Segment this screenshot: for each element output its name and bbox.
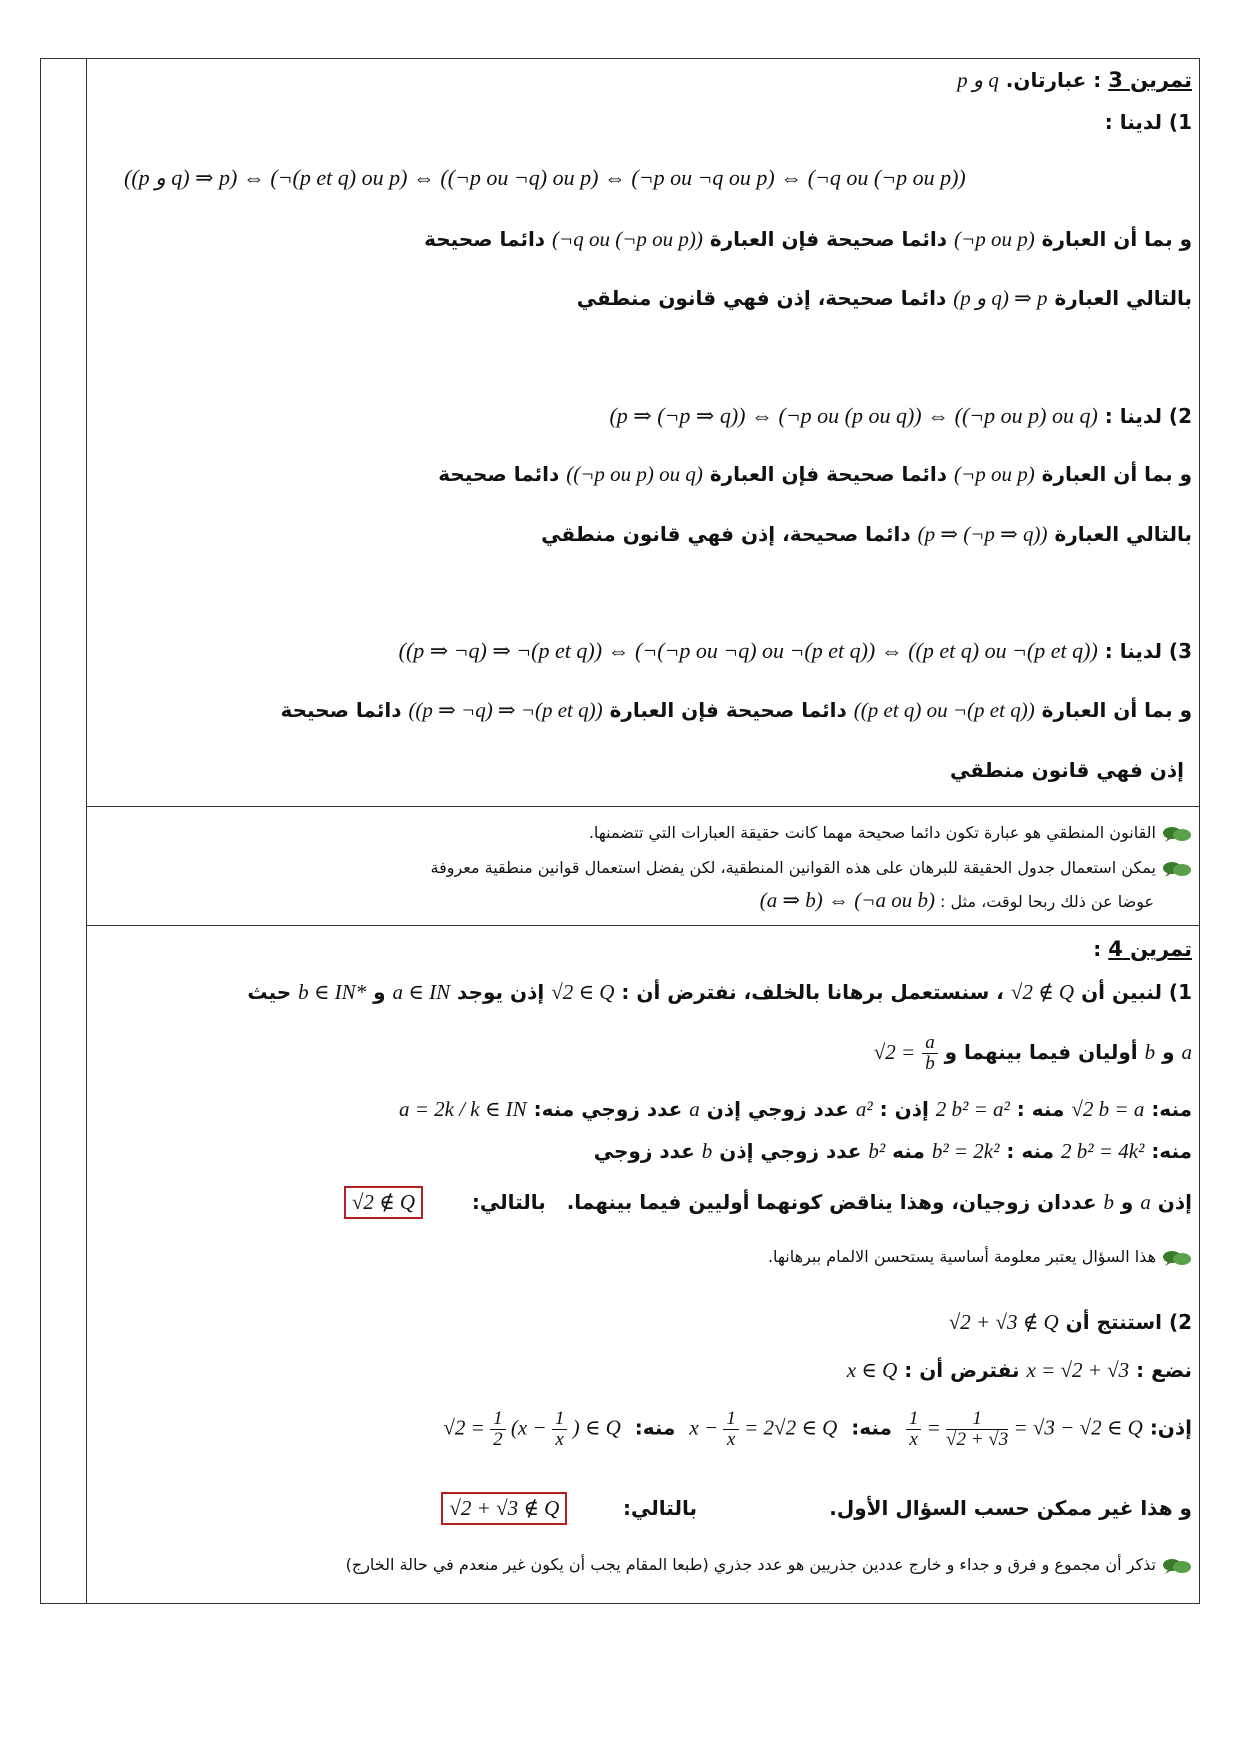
note-logical-law: القانون المنطقي هو عبارة تكون دائما صحيحة مهما كانت حقيقة العبارات التي تتضمنها. <box>96 823 1192 843</box>
ex4-q1-line1: 1) لنبين أن √2 ∉ Q ، سنستعمل برهانا بالخلف، نفترض أن : √2 ∈ Q إذن يوجد a ∈ IN و b ∈ IN* حيث <box>247 980 1192 1004</box>
margin-line <box>86 58 87 1604</box>
ex4-q2-line4: و هذا غير ممكن حسب السؤال الأول. بالتالي: √2 + √3 ∉ Q <box>441 1492 1192 1525</box>
ex3-p3-line2: و بما أن العبارة ((p et q) ou ¬(p et q)) دائما صحيحة فإن العبارة ((p ⇒ ¬q) ⇒ ¬(p et q)) دائما صحيحة <box>280 698 1192 722</box>
ex4-q1-line5: إذن a و b عددان زوجيان، وهذا يناقض كونهما أوليين فيما بينهما. بالتالي: √2 ∉ Q <box>344 1186 1192 1219</box>
ex3-p1-line2: و بما أن العبارة (¬p ou p) دائما صحيحة فإن العبارة (¬q ou (¬p ou p)) دائما صحيحة <box>424 227 1192 251</box>
ex4-q2-result-box: √2 + √3 ∉ Q <box>441 1492 567 1525</box>
ex3-intro-math: p و q <box>957 68 999 92</box>
note-truth-table-cont: عوضا عن ذلك ربحا لوقت، مثل : (a ⇒ b) ⇔ (¬a ou b) <box>759 888 1154 912</box>
divider-notes1 <box>87 806 1200 807</box>
speech-bubble-icon <box>1162 1249 1192 1267</box>
ex4-q1-line3: منه: √2 b = a منه : 2 b² = a² إذن : a² عدد زوجي إذن a عدد زوجي منه: a = 2k / k ∈ IN <box>398 1097 1192 1121</box>
speech-bubble-icon <box>1162 1557 1192 1575</box>
ex3-intro-text: : عبارتان. <box>1005 68 1109 92</box>
ex4-q1-result-box: √2 ∉ Q <box>344 1186 423 1219</box>
ex4-q2-line3: إذن: $\frac{1}{x}$ = $\frac{1}{√2 + √3}$ = √3 − √2 ∈ Q منه: x − $\frac{1}{x}$ = 2√2 ∈ Q منه: √2 = $\frac{1}{2}$ (x − $\frac{1}{x}$ ) ∈ Q <box>443 1408 1192 1450</box>
note-q1-important: هذا السؤال يعتبر معلومة أساسية يستحسن الالمام ببرهانها. <box>96 1247 1192 1267</box>
speech-bubble-icon <box>1162 825 1192 843</box>
ex3-title: تمرين 3 <box>1108 68 1192 92</box>
ex3-p1-equation: ((p و q) ⇒ p) ⇔ (¬(p et q) ou p) ⇔ ((¬p ou ¬q) ou p) ⇔ (¬p ou ¬q ou p) ⇔ (¬q ou (¬p ou p)) <box>124 165 966 190</box>
ex3-heading <box>957 68 1192 93</box>
ex4-q1-line2: a و b أوليان فيما بينهما و √2 = $\frac{a}{b}$ <box>873 1032 1192 1074</box>
ex3-p2-line1: 2) لدينا : (p ⇒ (¬p ⇒ q)) ⇔ (¬p ou (p ou q)) ⇔ ((¬p ou p) ou q) <box>609 403 1192 428</box>
ex3-p3-line3: إذن فهي قانون منطقي <box>950 758 1184 782</box>
ex3-p2-line3: بالتالي العبارة (p ⇒ (¬p ⇒ q)) دائما صحيحة، إذن فهي قانون منطقي <box>541 522 1192 546</box>
ex3-p1-line3: بالتالي العبارة (p و q) ⇒ p دائما صحيحة، إذن فهي قانون منطقي <box>576 286 1192 310</box>
speech-bubble-icon <box>1162 860 1192 878</box>
ex4-q1-line4: منه: 2 b² = 4k² منه : b² = 2k² منه b² عدد زوجي إذن b عدد زوجي <box>593 1139 1192 1163</box>
ex3-p1-label: 1) لدينا : <box>1104 110 1192 134</box>
ex4-q2-line2: نضع : x = √2 + √3 نفترض أن : x ∈ Q <box>846 1358 1192 1382</box>
divider-ex4 <box>87 925 1200 926</box>
note-truth-table: يمكن استعمال جدول الحقيقة للبرهان على هذه القوانين المنطقية، لكن يفضل استعمال قوانين منطقية معروفة <box>96 858 1192 878</box>
ex3-p3-line1: 3) لدينا : ((p ⇒ ¬q) ⇒ ¬(p et q)) ⇔ (¬(¬p ou ¬q) ou ¬(p et q)) ⇔ ((p et q) ou ¬(p et q)) <box>398 638 1192 663</box>
ex4-title: تمرين 4 <box>1108 937 1192 961</box>
ex3-p2-line2: و بما أن العبارة (¬p ou p) دائما صحيحة فإن العبارة ((¬p ou p) ou q) دائما صحيحة <box>438 462 1192 486</box>
ex4-q2-line1: 2) استنتج أن √2 + √3 ∉ Q <box>948 1310 1192 1334</box>
ex4-heading: تمرين 4 : <box>1093 937 1192 961</box>
note-q2-rational-ops: تذكر أن مجموع و فرق و جداء و خارج عددين جذريين هو عدد جذري (طبعا المقام يجب أن يكون غير منعدم في حالة الخارج) <box>130 1550 1192 1580</box>
